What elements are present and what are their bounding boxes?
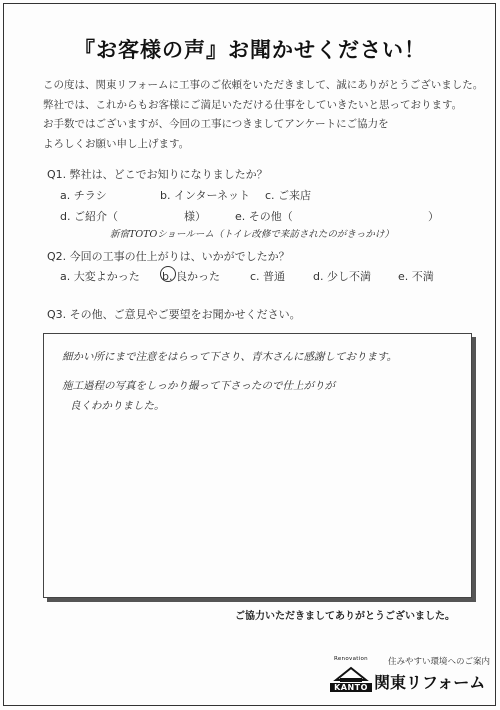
q1-handwritten-answer: 新宿TOTOショールーム（トイレ改修で来訪されたのがきっかけ）	[110, 229, 394, 240]
q2-option-d: d. 少し不満	[313, 270, 371, 283]
q1-label: Q1. 弊社は、どこでお知りになりましたか？	[47, 168, 268, 181]
company-name: 関東リフォーム	[374, 673, 486, 692]
q3-handwritten-line: 施工過程の写真をしっかり撮って下さったので仕上がりが	[62, 380, 335, 392]
q1-option-c: c. ご来店	[265, 189, 312, 202]
logo-text: KANTO	[330, 683, 372, 692]
intro-line: 弊社では、これからもお客様にご満足いただける仕事をしていきたいと思っております。	[43, 98, 463, 111]
comment-box-shadow	[47, 598, 476, 602]
intro-line: この度は、関東リフォームに工事のご依頼をいただきまして、誠にありがとうございました。	[43, 79, 484, 91]
q1-option-d: d. ご紹介（	[60, 210, 118, 223]
comment-box	[43, 333, 472, 598]
q2-option-a: a. 大変よかった	[60, 270, 140, 283]
q3-handwritten-line: 細かい所にまで注意をはらって下さり、青木さんに感謝しております。	[62, 351, 398, 363]
q3-handwritten-line: 良くわかりました。	[70, 400, 165, 412]
q1-option-b: b. インターネット	[160, 189, 250, 202]
q2-label: Q2. 今回の工事の仕上がりは、いかがでしたか？	[47, 250, 290, 263]
q1-option-e-close: ）	[428, 210, 439, 223]
q3-label: Q3. その他、ご意見やご要望をお聞かせください。	[47, 308, 301, 321]
intro-line: お手数ではございますが、今回の工事につきましてアンケートにご協力を	[43, 118, 389, 130]
q2-option-e: e. 不満	[398, 270, 434, 283]
q2-option-c: c. 普通	[250, 270, 286, 283]
page-title: 『お客様の声』お聞かせください！	[74, 38, 426, 62]
logo-top-text: Renovation	[334, 656, 368, 662]
q1-option-a: a. チラシ	[60, 189, 107, 202]
thanks-message: ご協力いただきましてありがとうございました。	[235, 611, 455, 622]
q2-option-b: b. 良かった	[162, 270, 220, 283]
intro-line: よろしくお願い申し上げます。	[43, 137, 190, 150]
intro-text	[43, 76, 483, 154]
footer-tagline: 住みやすい環境へのご案内	[388, 657, 491, 667]
comment-box-shadow	[472, 337, 476, 602]
q1-option-d-close: 様）	[184, 210, 206, 223]
q1-option-e: e. その他（	[235, 210, 293, 223]
